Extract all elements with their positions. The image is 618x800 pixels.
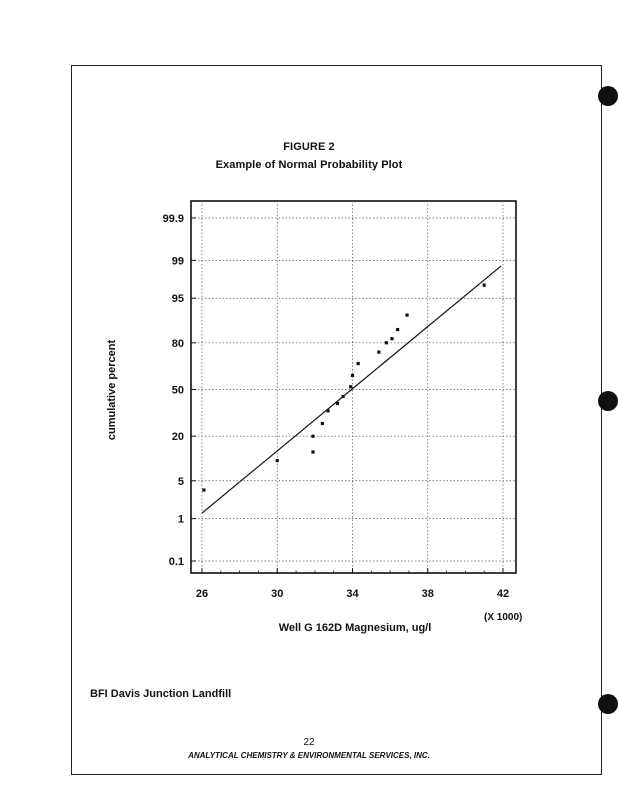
page-number: 22 (303, 737, 315, 748)
site-label: BFI Davis Junction Landfill (90, 688, 232, 700)
data-point (341, 395, 344, 398)
x-tick-label: 30 (271, 588, 284, 600)
figure-title: Example of Normal Probability Plot (215, 159, 403, 171)
plot-area-frame (191, 201, 516, 573)
y-tick-label: 80 (171, 337, 184, 350)
data-point (396, 328, 399, 331)
data-point (321, 422, 324, 425)
x-tick-label: 34 (346, 588, 359, 600)
figure-label: FIGURE 2 (283, 141, 335, 153)
data-point (483, 284, 486, 287)
footer-company: ANALYTICAL CHEMISTRY & ENVIRONMENTAL SERVICES, INC. (188, 751, 430, 760)
data-point (311, 450, 314, 453)
data-point (385, 341, 388, 344)
x-tick-label: 42 (496, 588, 510, 600)
y-tick-label: 99.9 (162, 213, 184, 225)
data-point (202, 488, 205, 491)
data-point (377, 350, 380, 353)
y-tick-label: 50 (171, 384, 184, 397)
data-point (336, 402, 339, 405)
y-tick-label: 99 (171, 255, 184, 268)
y-axis-title: cumulative percent (106, 339, 118, 441)
x-tick-label: 26 (195, 588, 209, 600)
data-point (351, 374, 354, 377)
data-point (405, 313, 408, 316)
x-axis-multiplier: (X 1000) (484, 612, 523, 623)
data-point (357, 362, 360, 365)
y-tick-label: 1 (177, 513, 184, 526)
y-tick-label: 5 (177, 475, 184, 488)
data-point (326, 409, 329, 412)
y-tick-label: 0.1 (168, 556, 184, 568)
x-tick-label: 38 (421, 588, 434, 600)
data-point (349, 385, 352, 388)
fit-line (202, 266, 501, 513)
data-point (390, 337, 393, 340)
y-tick-label: 95 (171, 293, 184, 306)
data-point (276, 459, 279, 462)
data-point (311, 435, 314, 438)
x-axis-title: Well G 162D Magnesium, ug/l (278, 622, 432, 634)
y-tick-label: 20 (171, 431, 184, 444)
